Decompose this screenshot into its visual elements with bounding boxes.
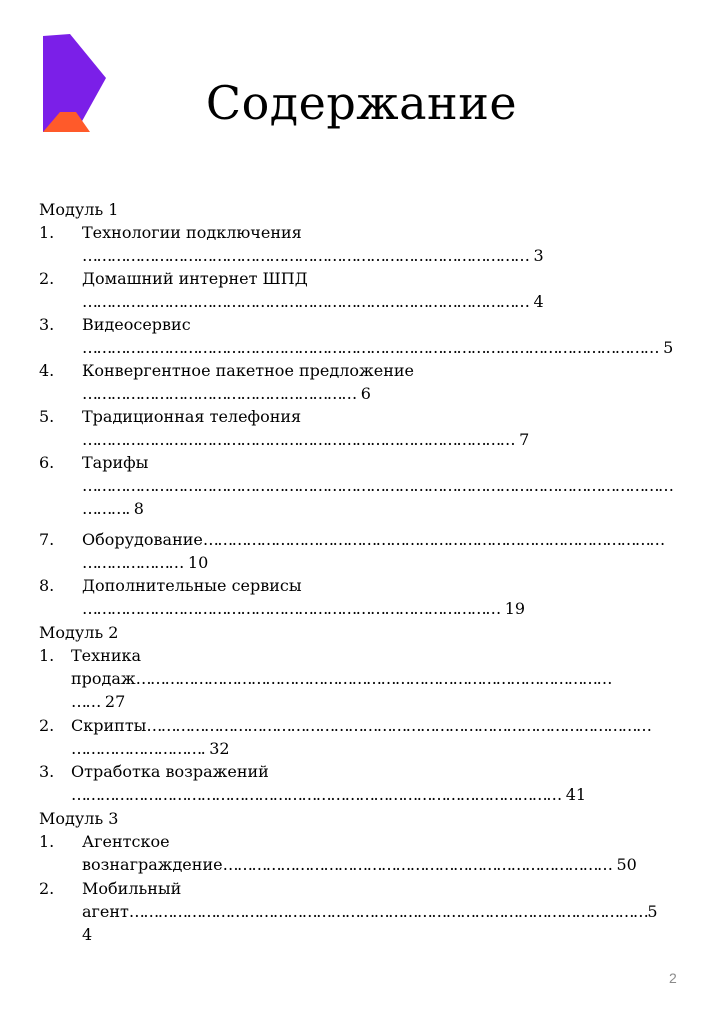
- toc-dots: ……: [71, 692, 100, 711]
- toc-item-title: Дополнительные сервисы: [82, 576, 302, 595]
- toc-item-leader: [82, 474, 672, 497]
- toc-dots: ……………………….: [71, 739, 205, 758]
- toc-item-leader: [82, 336, 673, 359]
- toc-item-title: Отработка возражений: [71, 762, 269, 781]
- toc-item-title: продаж: [71, 669, 136, 688]
- toc-item-title-line: [82, 900, 658, 923]
- toc-dots: …………………………………………………………………………………………………………: [82, 338, 659, 357]
- toc-dots: ……………………………………………………………………………: [82, 599, 500, 618]
- toc-item-title-line: [71, 714, 650, 737]
- toc-item-number: 1.: [39, 832, 55, 851]
- page-title: Содержание: [205, 76, 518, 130]
- toc-item-number: 3.: [39, 315, 55, 334]
- toc-item-number: 1.: [39, 223, 55, 242]
- toc-dots: …………………: [82, 553, 183, 572]
- toc-dots: ……………………………………………………………………………………………………………: [82, 476, 673, 495]
- toc-item-title: Мобильный: [82, 879, 182, 898]
- toc-item-number: 7.: [39, 530, 55, 549]
- toc-item-leader: [82, 597, 525, 620]
- toc-item-number: 3.: [39, 762, 55, 781]
- toc-item-title: Традиционная телефония: [82, 407, 302, 426]
- toc-item-leader: [82, 551, 208, 574]
- toc-dots: ……….: [82, 499, 129, 518]
- toc-page-number: 27: [104, 692, 126, 711]
- toc-dots: ……………………………………………………………………………………………: [146, 716, 651, 735]
- toc-page-number: 3: [533, 246, 544, 265]
- toc-dots: ……………………………………………………………………………………: [202, 530, 664, 549]
- toc-item-title: Техника: [71, 646, 142, 665]
- toc-item-title: Технологии подключения: [82, 223, 302, 242]
- toc-item-title: Агентское: [82, 832, 170, 851]
- toc-dots: ………………………………………………………………………………………………: [128, 902, 648, 921]
- toc-item-title: Тарифы: [82, 453, 149, 472]
- toc-dots: …………………………………………………………………………………………: [71, 785, 561, 804]
- toc-page-number: 5: [663, 338, 674, 357]
- toc-item-number: 2.: [39, 716, 55, 735]
- module-1-heading: Модуль 1: [39, 200, 119, 219]
- toc-item-title: Конвергентное пакетное предложение: [82, 361, 414, 380]
- toc-item-leader: [82, 290, 544, 313]
- toc-item-title: Видеосервис: [82, 315, 191, 334]
- toc-item-title: вознаграждение: [82, 855, 223, 874]
- toc-item-title: Оборудование: [82, 530, 203, 549]
- toc-item-leader: [82, 382, 371, 405]
- toc-item-title-line: [82, 528, 664, 551]
- toc-dots: ………………………………………………………………………: [222, 855, 612, 874]
- toc-page-number: 32: [209, 739, 230, 758]
- toc-item-number: 5.: [39, 407, 55, 426]
- toc-dots: …………………………………………………………………………………: [82, 292, 529, 311]
- toc-page-number: 7: [519, 430, 530, 449]
- toc-item-title: Скрипты: [71, 716, 147, 735]
- toc-dots: ………………………………………………………………………………………: [135, 669, 611, 688]
- module-2-heading: Модуль 2: [39, 623, 119, 642]
- toc-item-number: 4.: [39, 361, 55, 380]
- toc-item-leader: [71, 783, 586, 806]
- toc-item-title-line: [82, 853, 637, 876]
- toc-dots: …………………………………………………………………………………: [82, 246, 529, 265]
- toc-page-number: 6: [360, 384, 371, 403]
- toc-item-leader: [82, 428, 529, 451]
- toc-page-number: 10: [187, 553, 209, 572]
- toc-page-number: 8: [133, 499, 144, 518]
- toc-dots: ………………………………………………………………………………: [82, 430, 515, 449]
- toc-item-title-line: [71, 667, 611, 690]
- toc-dots: …………………………………………………: [82, 384, 356, 403]
- toc-item-leader: [82, 497, 144, 520]
- toc-item-leader: [71, 737, 230, 760]
- toc-item-number: 8.: [39, 576, 55, 595]
- module-3-heading: Модуль 3: [39, 809, 119, 828]
- toc-item-number: 1.: [39, 646, 55, 665]
- toc-item-leader: [71, 690, 125, 713]
- toc-page-number: 5: [647, 902, 658, 921]
- toc-item-title: Домашний интернет ШПД: [82, 269, 308, 288]
- toc-page-number: 4: [533, 292, 544, 311]
- toc-page-number: 50: [616, 855, 637, 874]
- toc-page-number: 41: [565, 785, 587, 804]
- toc-item-leader: [82, 244, 544, 267]
- toc-item-title: агент: [82, 902, 129, 921]
- toc-page-number: 4: [82, 925, 93, 944]
- toc-item-number: 2.: [39, 269, 55, 288]
- page-number: 2: [669, 970, 677, 986]
- toc-page-number: 19: [504, 599, 526, 618]
- toc-item-number: 6.: [39, 453, 55, 472]
- toc-item-number: 2.: [39, 879, 55, 898]
